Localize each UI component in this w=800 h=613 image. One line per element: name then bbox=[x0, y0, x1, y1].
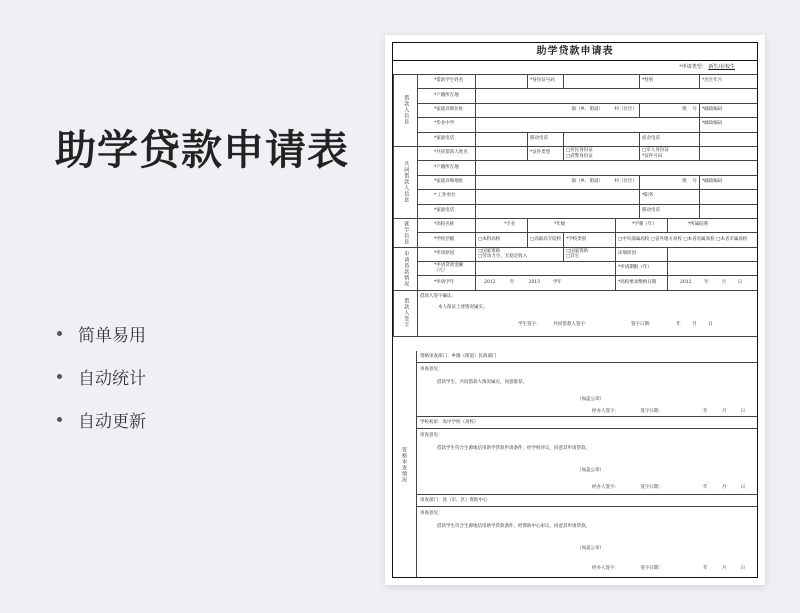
bullet-icon bbox=[57, 331, 62, 336]
bullet-icon bbox=[57, 374, 62, 379]
hukou-field[interactable] bbox=[476, 89, 759, 103]
review-block-1: 资格审查部门：乡镇（街道）民政部门 审查意见： 借款学生、共同借款人情况属实，同意推荐。 （加盖公章） 经办人签字： 签字日期： 年 月 日 bbox=[417, 351, 757, 417]
post-field[interactable] bbox=[700, 190, 759, 204]
mobile-field[interactable] bbox=[564, 132, 640, 146]
name-field[interactable] bbox=[476, 75, 528, 89]
phone-field[interactable] bbox=[476, 132, 528, 146]
section-co-borrower: 共同借款人信息 bbox=[394, 146, 418, 218]
term-field[interactable] bbox=[668, 262, 759, 276]
form-frame bbox=[392, 42, 758, 578]
section-signature: 借款人签字 bbox=[394, 290, 418, 336]
middle-school-field[interactable] bbox=[476, 118, 700, 132]
section-school: 就学信息 bbox=[394, 218, 418, 247]
feature-item: 简单易用 bbox=[57, 312, 146, 355]
bullet-icon bbox=[57, 417, 62, 422]
form-title: 助学贷款申请表 bbox=[393, 43, 757, 61]
co-mobile-field[interactable] bbox=[700, 204, 759, 218]
dorm-phone-field[interactable] bbox=[700, 132, 759, 146]
feature-item: 自动更新 bbox=[57, 398, 146, 441]
review-block-3: 审查部门：县（市、区）资助中心 审查意见： 借款学生符合生源地信用助学贷款条件，经资助中心审议，同意其申请贷款。 （加盖公章） 经办人签字： 签字日期： 年 月 日 bbox=[417, 495, 757, 578]
form-table: 借款人信息 *借款学生姓名 *身份证号码 *性别 *出生年月 *户籍所在地 *家庭详细住址 镇（乡、街道） 村（社区） 组 号 *邮政编码 *毕业中学 *邮政编码 *家庭电话 移动电话 宿舍电话 共同借款人信息 *共同借款人姓名 *证件类型 □居民身份证 □武警身份证 □军人身份证 *证件号码 *户籍所在地 *家庭详细地址 镇（乡、街道） 村（社区） 组 号 *邮政编码 * 工作单位 *职务 *家庭电话 移动电话 就学信息 *高校名称 *专业 *年级 *学制（年） *所属院系 *学校层级 □本科高校 □高职高专院校 *学校类别 □中央部属高校 □省外地方高校 □本省省属高校 □本省市属高校 申请贷款情况 *申请原因 □国家资助 □劳动力少，无稳定收入 □国家资助 □其它 详细原因 *申请贷款金额（元） *申请期限（年） *申请学年 2012 至 2013 学年 *高校要求缴纳日期 2012 年 月 日 借款人签字 借款人签字确认： 本人保证上述情况属实。 学生签字： 共同借款人签字： 签字日期： 年 月 日 bbox=[393, 74, 758, 337]
co-name-field[interactable] bbox=[476, 146, 528, 160]
detail-reason-field[interactable] bbox=[668, 247, 759, 261]
co-phone-field[interactable] bbox=[476, 204, 640, 218]
cert-no-field[interactable] bbox=[700, 146, 759, 160]
work-field[interactable] bbox=[476, 190, 640, 204]
amount-field[interactable] bbox=[476, 262, 616, 276]
feature-item: 自动统计 bbox=[57, 355, 146, 398]
section-loan: 申请贷款情况 bbox=[394, 247, 418, 290]
review-block-2: 学校初审：高中学校（高校） 审查意见： 借款学生符合生源地信用助学贷款申请条件，经学校评议，同意其申请贷款。 （加盖公章） 经办人签字： 签字日期： 年 月 日 bbox=[417, 417, 757, 495]
application-type: *申请类型： 新生/在校生 bbox=[679, 64, 735, 70]
id-field[interactable] bbox=[564, 75, 640, 89]
section-borrower: 借款人信息 bbox=[394, 75, 418, 147]
feature-list bbox=[57, 312, 146, 441]
promo-title: 助学贷款申请表 bbox=[55, 126, 349, 174]
co-hukou-field[interactable] bbox=[476, 161, 759, 175]
section-review: 资格审查情况 bbox=[393, 351, 417, 578]
document-preview bbox=[385, 35, 765, 585]
